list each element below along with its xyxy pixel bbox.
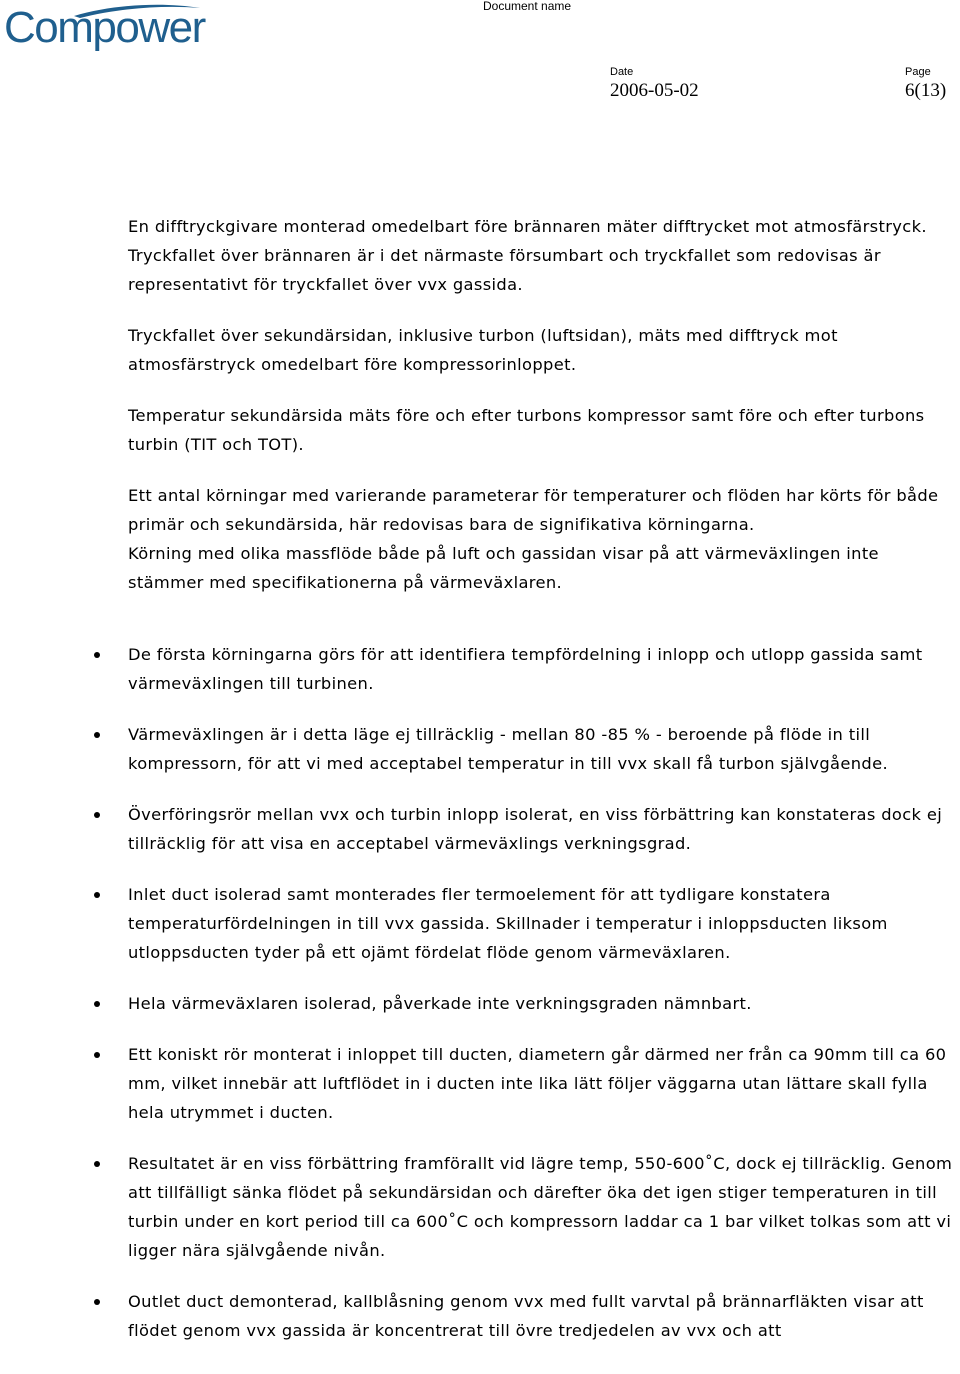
- list-item-text: Hela värmeväxlaren isolerad, påverkade inte verkningsgraden nämnbart.: [128, 994, 752, 1013]
- list-item-text: De första körningarna görs för att identifiera tempfördelning i inlopp och utlopp gassida samt värmeväxlingen till turbinen.: [128, 645, 923, 693]
- list-item-text: Resultatet är en viss förbättring framförallt vid lägre temp, 550-600˚C, dock ej tillräcklig. Genom att tillfälligt sänka flödet på sekundärsidan och därefter öka det igen stiger temperaturen in till turbin under en kort period till ca 600˚C och kompressorn laddar ca 1 bar vilket tolkas som att vi ligger nära självgående nivån.: [128, 1154, 953, 1260]
- company-logo: [4, 2, 204, 64]
- list-item-text: Värmeväxlingen är i detta läge ej tillräcklig - mellan 80 -85 % - beroende på flöde in till kompressorn, för att vi med acceptabel temperatur in till vvx skall få turbon självgående.: [128, 725, 888, 773]
- bullet-icon: [94, 1001, 100, 1007]
- bullet-icon: [94, 1299, 100, 1305]
- paragraph: Temperatur sekundärsida mäts före och efter turbons kompressor samt före och efter turbons turbin (TIT och TOT).: [128, 406, 925, 454]
- page-label: Page: [905, 66, 931, 78]
- bullet-icon: [94, 652, 100, 658]
- list-item: [128, 800, 960, 858]
- list-item-text: Överföringsrör mellan vvx och turbin inlopp isolerat, en viss förbättring kan konstateras dock ej tillräcklig för att visa en acceptabel värmeväxlings verkningsgrad.: [128, 805, 943, 853]
- list-item: [128, 1287, 960, 1345]
- list-item-text: Inlet duct isolerad samt monterades fler termoelement för att tydligare konstatera temperaturfördelningen in till vvx gassida. Skillnader i temperatur i inloppsducten liksom utloppsducten tyder på ett ojämt fördelat flöde genom värmeväxlaren.: [128, 885, 888, 962]
- list-item: [128, 1040, 960, 1127]
- document-name-label: Document name: [483, 0, 572, 13]
- list-item: [128, 880, 960, 967]
- paragraph: Tryckfallet över sekundärsidan, inklusive turbon (luftsidan), mäts med difftryck mot atmosfärstryck omedelbart före kompressorinloppet.: [128, 326, 838, 374]
- date-label: Date: [610, 66, 634, 78]
- bullet-icon: [94, 1161, 100, 1167]
- document-body: [128, 212, 960, 1367]
- date-value: 2006-05-02: [610, 80, 699, 101]
- page-number: 6(13): [905, 80, 947, 101]
- bullet-icon: [94, 1052, 100, 1058]
- paragraph: Ett antal körningar med varierande parameterar för temperaturer och flöden har körts för både primär och sekundärsida, här redovisas bara de signifikativa körningarna.: [128, 486, 939, 534]
- list-item-text: Ett koniskt rör monterat i inloppet till ducten, diametern går därmed ner från ca 90mm till ca 60 mm, vilket innebär att luftflödet in i ducten inte lika lätt följer väggarna utan lättare skall fylla hela utrymmet i ducten.: [128, 1045, 947, 1122]
- bullet-list: [128, 640, 960, 1345]
- bullet-icon: [94, 892, 100, 898]
- bullet-icon: [94, 812, 100, 818]
- paragraph: Körning med olika massflöde både på luft och gassidan visar på att värmeväxlingen inte stämmer med specifikationerna på värmeväxlaren.: [128, 544, 879, 592]
- logo-wordmark: Compower: [4, 3, 205, 52]
- paragraph: En difftryckgivare monterad omedelbart före brännaren mäter difftrycket mot atmosfärstryck. Tryckfallet över brännaren är i det närmaste försumbart och tryckfallet som redovisas är representativt för tryckfallet över vvx gassida.: [128, 217, 927, 294]
- list-item: [128, 989, 960, 1018]
- list-item-text: Outlet duct demonterad, kallblåsning genom vvx med fullt varvtal på brännarfläkten visar att flödet genom vvx gassida är koncentrerat till övre tredjedelen av vvx och att: [128, 1292, 924, 1340]
- bullet-icon: [94, 732, 100, 738]
- list-item: [128, 1149, 960, 1265]
- list-item: [128, 720, 960, 778]
- list-item: [128, 640, 960, 698]
